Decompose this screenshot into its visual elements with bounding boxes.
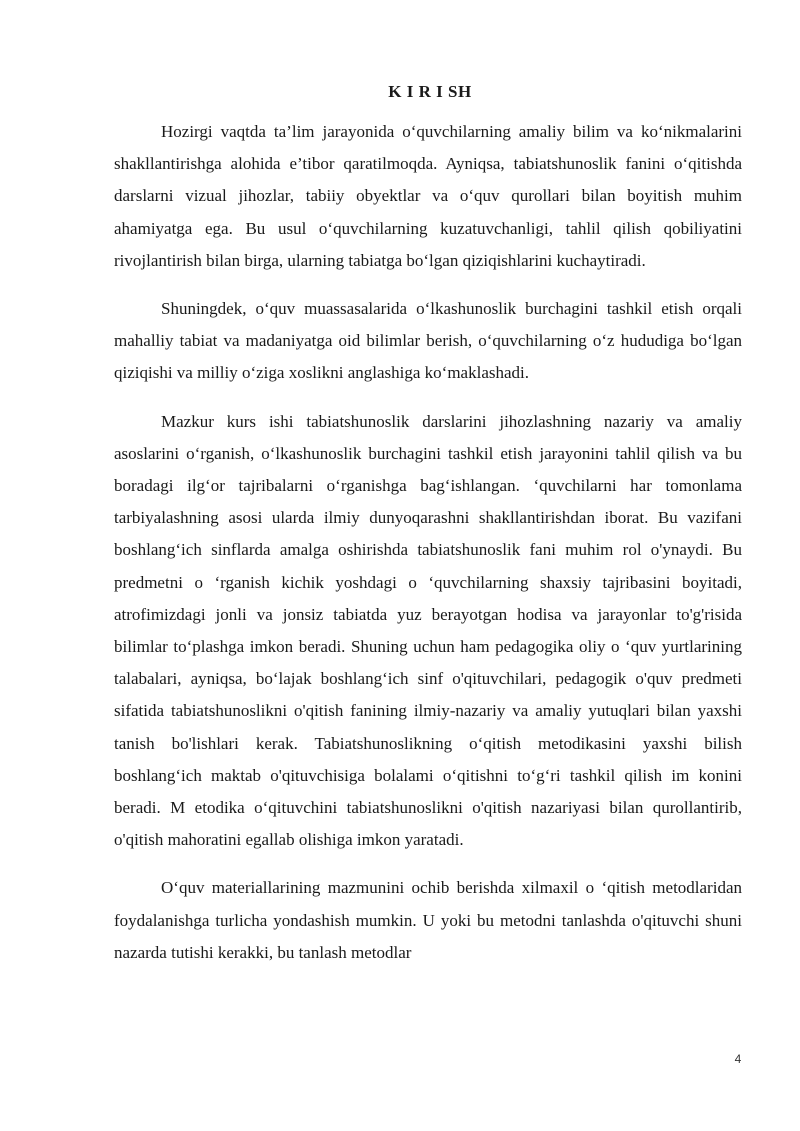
body-text xyxy=(114,116,742,985)
section-heading: K I R I SH xyxy=(388,82,472,101)
page-number: 4 xyxy=(734,1052,742,1066)
paragraph-4: O‘quv materiallarining mazmunini ochib berishda xilmaxil o ‘qitish metodlaridan foydalanishga turlicha yondashish mumkin. U yoki bu metodni tanlashda o'qituvchi shuni nazarda tutishi kerakki, bu tanlash metodlar xyxy=(114,878,742,962)
paragraph-1: Hozirgi vaqtda ta’lim jarayonida o‘quvchilarning amaliy bilim va ko‘nikmalarini shakllantirishga alohida e’tibor qaratilmoqda. Ayniqsa, tabiatshunoslik fanini o‘qitishda darslarni vizual jihozlar, tabiiy obyektlar va o‘quv qurollari bilan boyitish muhim ahamiyatga ega. Bu usul o‘quvchilarning kuzatuvchanligi, tahlil qilish qobiliyatini rivojlantirish bilan birga, ularning tabiatga bo‘lgan qiziqishlarini kuchaytiradi. xyxy=(114,122,742,270)
paragraph-3: Mazkur kurs ishi tabiatshunoslik darslarini jihozlashning nazariy va amaliy asoslarini o‘rganish, o‘lkashunoslik burchagini tashkil etish jarayonini tahlil qilish va bu boradagi ilg‘or tajribalarni o‘rganishga bag‘ishlangan. ‘quvchilarni har tomonlama tarbiyalashning asosi ularda ilmiy dunyoqarashni shakllantirishdan iborat. Bu vazifani boshlang‘ich sinflarda amalga oshirishda tabiatshunoslik fani muhim rol o'ynaydi. Bu predmetni o ‘rganish kichik yoshdagi o ‘quvchilarning shaxsiy tajribasini boyitadi, atrofimizdagi jonli va jonsiz tabiatda yuz berayotgan hodisa va jarayonlar to'g'risida bilimlar to‘plashga imkon beradi. Shuning uchun ham pedagogika oliy o ‘quv yurtlarining talabalari, ayniqsa, bo‘lajak boshlang‘ich sinf o'qituvchilari, pedagogik o'quv predmeti sifatida tabiatshunoslikni o'qitish fanining ilmiy-nazariy va amaliy yutuqlari bilan yaxshi tanish bo'lishlari kerak. Tabiatshunoslikning o‘qitish metodikasini yaxshi bilish boshlang‘ich maktab o'qituvchisiga bolalami o‘qitishni to‘g‘ri tashkil qilish im konini beradi. M etodika o‘qituvchini tabiatshunoslikni o'qitish nazariyasi bilan qurollantirib, o'qitish mahoratini egallab olishiga imkon yaratadi. xyxy=(114,411,742,850)
paragraph-2: Shuningdek, o‘quv muassasalarida o‘lkashunoslik burchagini tashkil etish orqali mahalliy tabiat va madaniyatga oid bilimlar berish, o‘quvchilarning o‘z hududiga bo‘lgan qiziqishi va milliy o‘ziga xoslikni anglashiga ko‘maklashadi. xyxy=(114,299,742,383)
